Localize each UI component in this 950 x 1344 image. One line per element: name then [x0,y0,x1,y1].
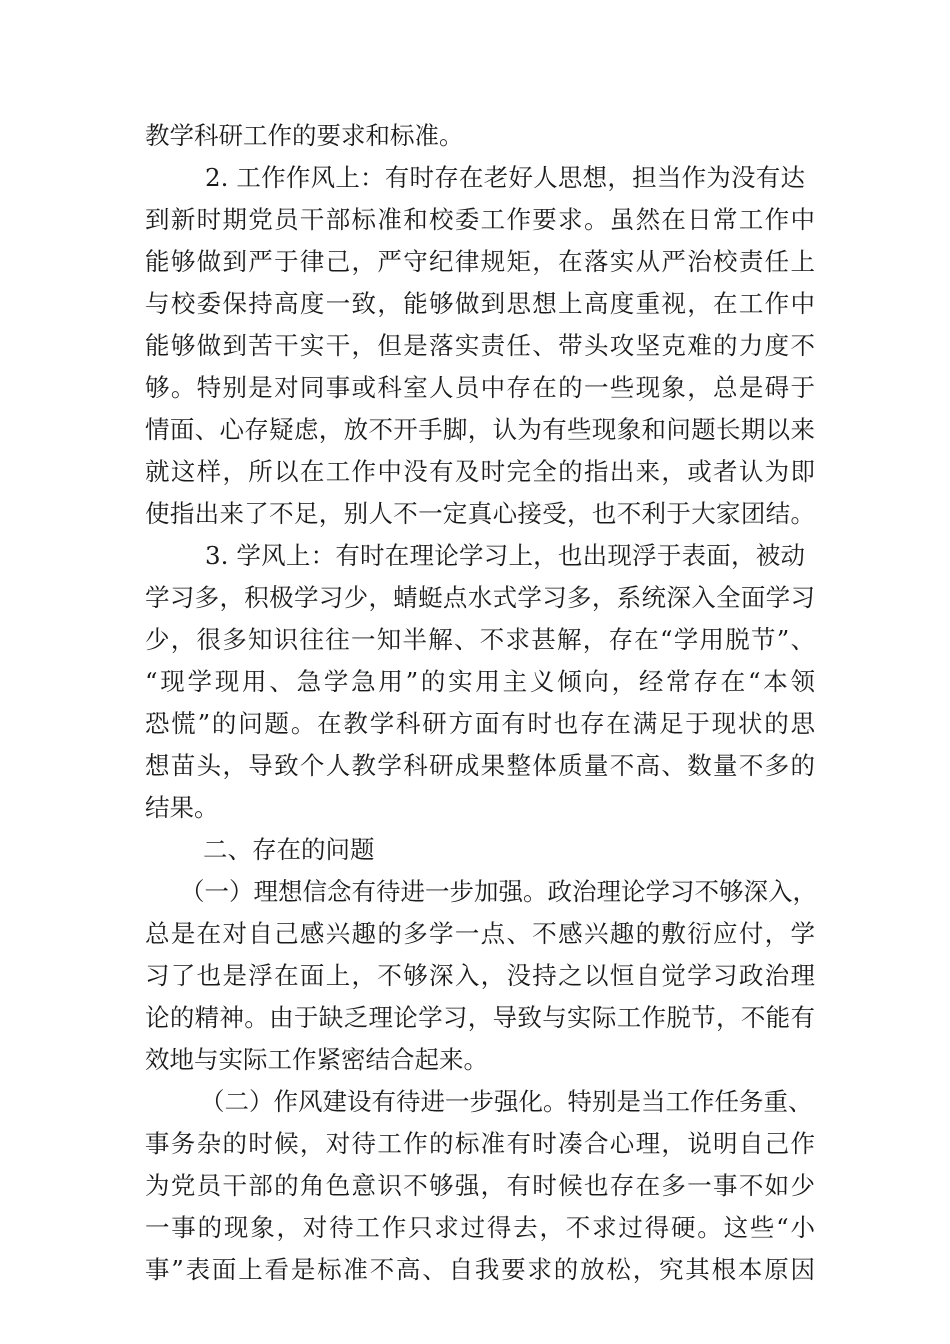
text-line: 能够做到严于律己，严守纪律规矩，在落实从严治校责任上 [145,247,815,276]
text-line: 2. 工作作风上：有时存在老好人思想，担当作为没有达 [205,163,805,192]
text-line: 想苗头，导致个人教学科研成果整体质量不高、数量不多的 [145,751,815,780]
text-line: 习了也是浮在面上，不够深入，没持之以恒自觉学习政治理 [145,961,815,990]
text-line: 使指出来了不足，别人不一定真心接受，也不利于大家团结。 [145,499,815,528]
text-line: 情面、心存疑虑，放不开手脚，认为有些现象和问题长期以来 [145,415,815,444]
text-line: 能够做到苦干实干，但是落实责任、带头攻坚克难的力度不 [145,331,815,360]
text-line: 一事的现象，对待工作只求过得去，不求过得硬。这些“小 [145,1213,815,1242]
text-line: （一）理想信念有待进一步加强。政治理论学习不够深入， [180,877,817,906]
text-line: （二）作风建设有待进一步强化。特别是当工作任务重、 [200,1087,813,1116]
text-line: 3. 学风上：有时在理论学习上，也出现浮于表面，被动 [205,541,805,570]
text-line: 学习多，积极学习少，蜻蜓点水式学习多，系统深入全面学习 [145,583,815,612]
text-line: 结果。 [145,793,219,822]
text-line: 事”表面上看是标准不高、自我要求的放松，究其根本原因 [145,1255,815,1284]
text-line: “现学现用、急学急用”的实用主义倾向，经常存在“本领 [145,667,815,696]
text-line: 少，很多知识往往一知半解、不求甚解，存在“学用脱节”、 [145,625,815,654]
text-line: 够。特别是对同事或科室人员中存在的一些现象，总是碍于 [145,373,815,402]
text-line: 总是在对自己感兴趣的多学一点、不感兴趣的敷衍应付，学 [145,919,815,948]
section-heading: 二、存在的问题 [203,835,375,864]
text-line: 恐慌”的问题。在教学科研方面有时也存在满足于现状的思 [145,709,815,738]
text-line: 效地与实际工作紧密结合起来。 [145,1045,488,1074]
text-line: 到新时期党员干部标准和校委工作要求。虽然在日常工作中 [145,205,815,234]
text-line: 就这样，所以在工作中没有及时完全的指出来，或者认为即 [145,457,815,486]
text-line: 为党员干部的角色意识不够强，有时候也存在多一事不如少 [145,1171,815,1200]
text-line: 教学科研工作的要求和标准。 [145,121,464,150]
text-line: 论的精神。由于缺乏理论学习，导致与实际工作脱节，不能有 [145,1003,815,1032]
text-line: 事务杂的时候，对待工作的标准有时凑合心理，说明自己作 [145,1129,815,1158]
text-line: 与校委保持高度一致，能够做到思想上高度重视，在工作中 [145,289,815,318]
